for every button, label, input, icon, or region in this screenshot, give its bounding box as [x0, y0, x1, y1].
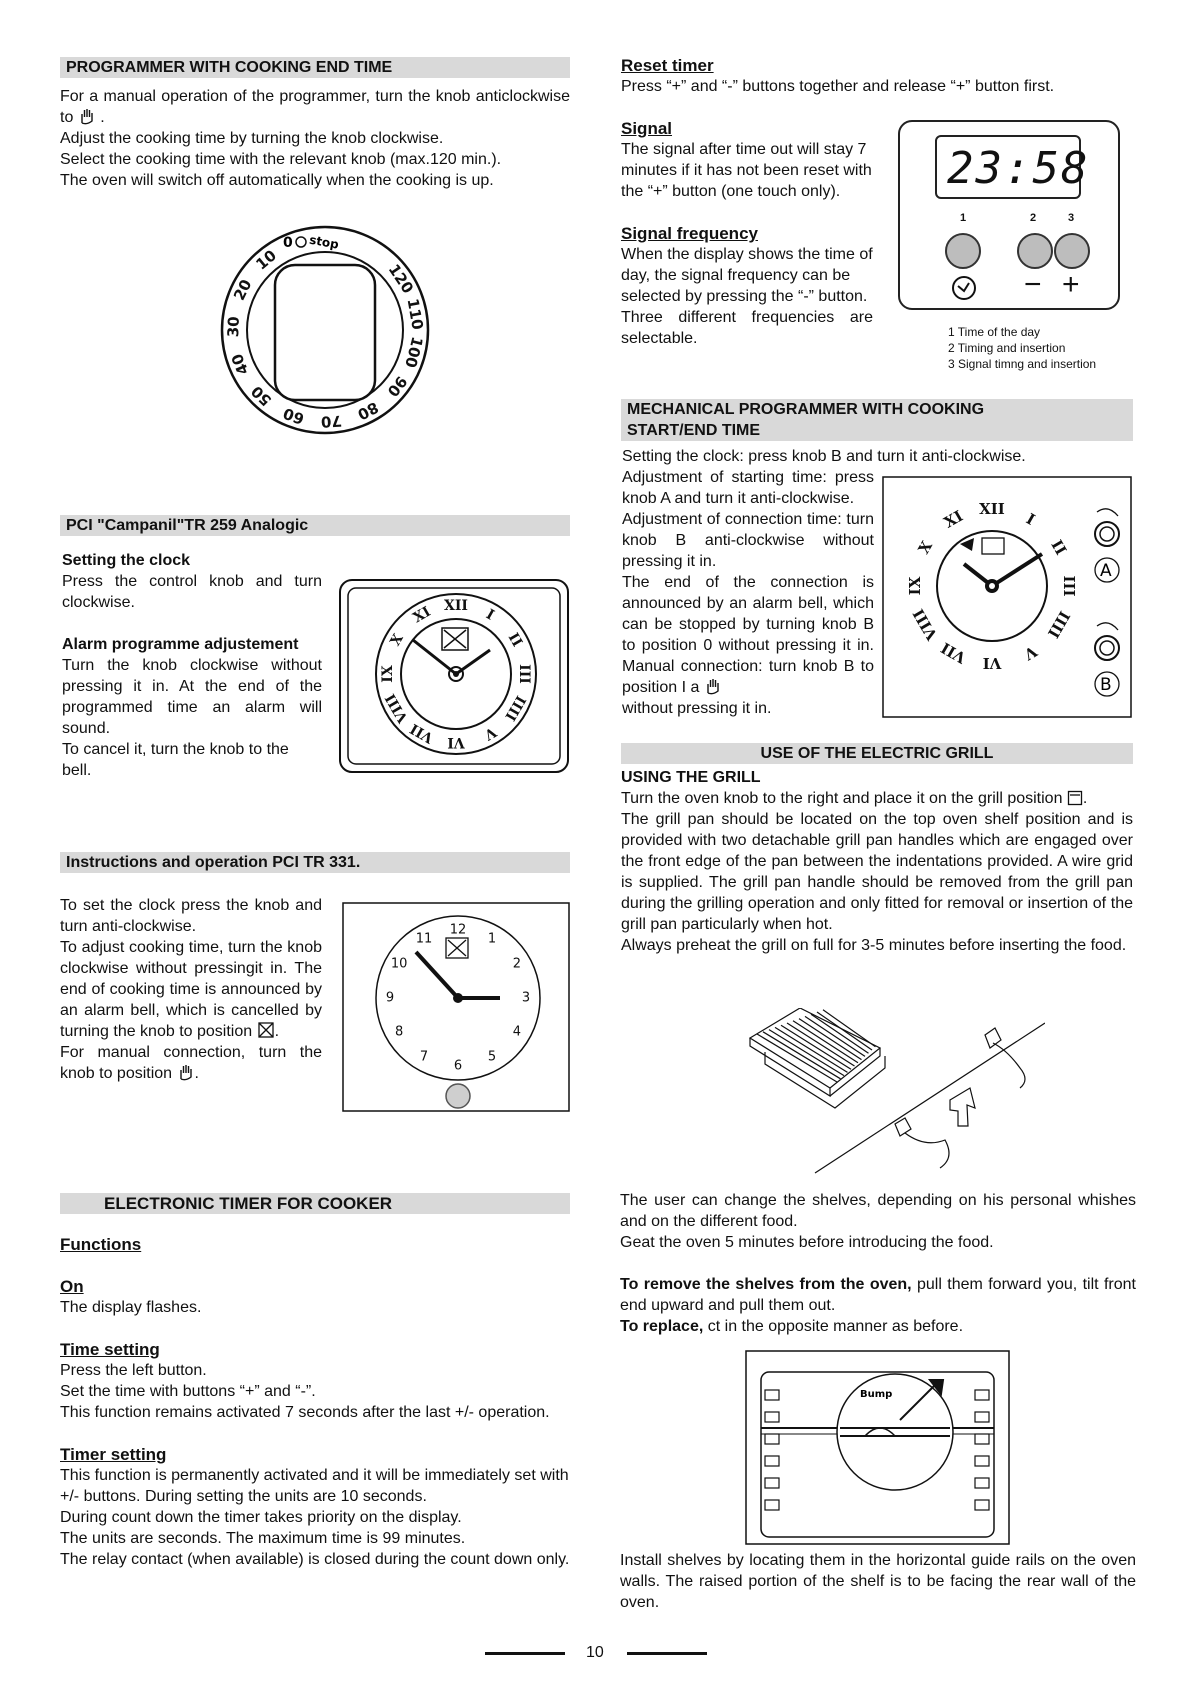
campanil-clock-figure: [338, 578, 570, 774]
clock-icon: [950, 274, 978, 302]
mechanical-p4: without pressing it in.: [622, 700, 772, 717]
campanil-numeral-10: X: [387, 631, 407, 649]
tr331-clock-figure: [342, 902, 570, 1112]
mech-numeral-9: IX: [906, 576, 924, 596]
shelves-p2: Geat the oven 5 minutes before introducing the food.: [620, 1234, 994, 1251]
mech-numeral-8: VIII: [909, 605, 942, 644]
time-setting-p1: Press the left button.: [60, 1362, 207, 1379]
mech-numeral-5: V: [1020, 641, 1041, 664]
mechanical-p2: Adjustment of connection time: turn knob B anti-clockwise without pressing it in.: [622, 511, 874, 570]
hand-icon: [704, 677, 722, 695]
hand-icon: [78, 107, 96, 125]
dial-tick-10: 110: [403, 297, 427, 332]
programmer-p4: The oven will switch off automatically when the cooking is up.: [60, 172, 494, 189]
tr331-number-6: 6: [453, 1058, 463, 1074]
dial-tick-9: 100: [401, 334, 427, 370]
setting-clock-heading: Setting the clock: [62, 552, 191, 569]
alarm-heading: Alarm programme adjustement: [62, 636, 299, 653]
programmer-text: For a manual operation of the programmer, turn the knob anticlockwise to . Adjust the cooking time by turning the knob clockwise. Select the cooking time with the relevant knob (max.120 min.). The oven will switch off automatically when the cooking is up.: [60, 88, 570, 189]
programmer-dial-figure: [205, 215, 445, 445]
tr331-number-8: 8: [394, 1024, 404, 1040]
mech-numeral-7: VII: [937, 638, 970, 667]
tr331-number-1: 1: [487, 931, 497, 947]
dial-tick-6: 70: [320, 411, 343, 431]
timer-display-value: 23:58: [947, 143, 1090, 194]
mech-numeral-0: XII: [979, 500, 1005, 518]
hand-icon: [177, 1063, 195, 1081]
timer-setting-heading: Timer setting: [60, 1445, 167, 1464]
signal-text: The signal after time out will stay 7 minutes if it has not been reset with the “+” button (one touch only).: [621, 141, 872, 200]
timer-setting-p1: This function is permanently activated and it will be immediately set with +/- buttons. During setting the units are 10 seconds.: [60, 1467, 569, 1505]
on-heading: On: [60, 1277, 84, 1296]
bump-label: Bump: [860, 1389, 893, 1400]
button-label-3: 3: [1068, 212, 1075, 224]
section-title-campanil: PCI "Campanil"TR 259 Analogic: [60, 515, 570, 536]
grill-p1: Turn the oven knob to the right and place it on the grill position: [621, 790, 1063, 807]
grill-pan-illustration: [745, 1008, 1045, 1178]
campanil-numeral-5: V: [481, 723, 499, 743]
timer-panel-figure: [898, 120, 1120, 310]
using-grill-heading: USING THE GRILL: [621, 769, 761, 786]
plus-button[interactable]: [1054, 233, 1090, 269]
dial-tick-11: 120: [384, 260, 418, 297]
footer-rule-right: [627, 1652, 707, 1655]
remove-shelves-text: pull them forward you, tilt front end upward and pull them out.: [620, 1276, 1136, 1314]
timer-setting-p3: The units are seconds. The maximum time is 99 minutes.: [60, 1530, 466, 1547]
dial-tick-5: 60: [280, 403, 307, 429]
tr331-p3: For manual connection, turn the knob to position: [60, 1044, 322, 1082]
reset-timer-heading: Reset timer: [621, 56, 714, 75]
tr331-number-2: 2: [512, 956, 522, 972]
button-label-2: 2: [1030, 212, 1037, 224]
minus-symbol: −: [1024, 268, 1042, 301]
section-title-electric-grill: USE OF THE ELECTRIC GRILL: [621, 743, 1133, 764]
alarm-text: Turn the knob clockwise without pressing it in. At the end of the programmed time an alarm will sound.: [62, 657, 322, 737]
on-text: The display flashes.: [60, 1299, 202, 1316]
signal-frequency-heading: Signal frequency: [621, 224, 758, 243]
plus-symbol: +: [1062, 268, 1080, 301]
mech-numeral-6: VI: [982, 654, 1002, 672]
grill-icon: [1067, 790, 1083, 806]
tr331-number-10: 10: [390, 956, 408, 972]
signal-heading: Signal: [621, 119, 673, 138]
replace-text: ct in the opposite manner as before.: [703, 1318, 964, 1335]
time-setting-p3: This function remains activated 7 seconds after the last +/- operation.: [60, 1404, 550, 1421]
dial-tick-1: 20: [230, 276, 256, 304]
mech-numeral-3: III: [1060, 575, 1078, 597]
section-title-pci-tr331: Instructions and operation PCI TR 331.: [60, 852, 570, 873]
alarm-cancel-text: To cancel it, turn the knob to the bell.: [62, 741, 289, 779]
tr331-p1: To set the clock press the knob and turn anti-clockwise.: [60, 897, 322, 935]
legend-2: 2 Timing and insertion: [948, 341, 1066, 355]
legend-1: 1 Time of the day: [948, 325, 1041, 339]
tr331-number-9: 9: [385, 990, 395, 1006]
dial-tick-0: 10: [252, 246, 280, 274]
oven-shelf-figure: [745, 1350, 1010, 1545]
mech-numeral-11: XI: [940, 506, 967, 532]
mechanical-p1: Adjustment of starting time: press knob A and turn it anti-clockwise.: [622, 469, 874, 507]
tr331-number-0: 12: [449, 922, 467, 938]
dial-tick-4: 50: [247, 382, 276, 410]
grill-p2: The grill pan should be located on the top oven shelf position and is provided with two detachable grill pan handles which are engaged over the front edge of the pan between the indentations provided. A wire grid is supplied. The grill pan handle should be removed from the grill pan during the grilling operation and only fitted for removal or insertion of the grill pan particularly when hot.: [621, 811, 1133, 933]
time-setting-heading: Time setting: [60, 1340, 160, 1359]
programmer-p2: Adjust the cooking time by turning the knob clockwise.: [60, 130, 444, 147]
functions-heading: Functions: [60, 1235, 142, 1254]
campanil-numeral-1: I: [483, 606, 497, 624]
knob-a-label: A: [1100, 561, 1112, 581]
reset-timer-text: Press “+” and “-” buttons together and release “+” button first.: [621, 78, 1055, 95]
programmer-p1: For a manual operation of the programmer, turn the knob anticlockwise to: [60, 88, 570, 126]
campanil-numeral-7: VII: [407, 719, 437, 746]
tr331-number-4: 4: [512, 1024, 522, 1040]
minus-button[interactable]: [1017, 233, 1053, 269]
mech-numeral-10: X: [914, 537, 937, 558]
dial-tick-2: 30: [224, 316, 243, 338]
page-number: 10: [586, 1644, 604, 1661]
replace-bold: To replace,: [620, 1318, 704, 1335]
campanil-numeral-9: IX: [380, 665, 396, 683]
shelves-p1: The user can change the shelves, depending on his personal whishes and on the different food.: [620, 1192, 1136, 1230]
dial-tick-8: 90: [383, 372, 411, 401]
tr331-number-3: 3: [521, 990, 531, 1006]
time-of-day-button[interactable]: [945, 233, 981, 269]
dial-zero: 0: [283, 235, 293, 251]
tr331-number-11: 11: [415, 931, 433, 947]
bell-cancel-icon: [257, 1021, 275, 1039]
campanil-numeral-6: VI: [447, 734, 465, 750]
button-label-1: 1: [960, 212, 967, 224]
section-title-mechanical-programmer: MECHANICAL PROGRAMMER WITH COOKING START/END TIME: [621, 399, 1133, 441]
mech-numeral-1: I: [1022, 509, 1039, 529]
mechanical-p3: The end of the connection is announced by an alarm bell, which can be stopped by turning knob B to position 0 without pressing it in. Manual connection: turn knob B to position I a: [622, 574, 874, 696]
timer-display: [935, 135, 1090, 199]
signal-frequency-p1: When the display shows the time of day, the signal frequency can be selected by pressing the “-” button.: [621, 246, 873, 305]
legend-3: 3 Signal timng and insertion: [948, 357, 1097, 371]
dial-stop: stop: [308, 232, 340, 252]
tr331-number-7: 7: [419, 1049, 429, 1065]
remove-shelves-bold: To remove the shelves from the oven,: [620, 1276, 912, 1293]
campanil-numeral-11: XI: [410, 603, 434, 627]
timer-setting-p2: During count down the timer takes priority on the display.: [60, 1509, 462, 1526]
signal-frequency-p2: Three different frequencies are selectable.: [621, 309, 873, 347]
campanil-numeral-8: VIII: [382, 690, 412, 726]
campanil-numeral-4: IIII: [501, 692, 529, 724]
footer-rule-left: [485, 1652, 565, 1655]
timer-setting-p4: The relay contact (when available) is closed during the count down only.: [60, 1551, 570, 1568]
dial-tick-3: 40: [227, 351, 253, 378]
setting-clock-text: Press the control knob and turn clockwise.: [62, 573, 322, 611]
section-title-electronic-timer: ELECTRONIC TIMER FOR COOKER: [60, 1193, 570, 1214]
tr331-number-5: 5: [487, 1049, 497, 1065]
tr331-p2: To adjust cooking time, turn the knob clockwise without pressingit in. The end of cooking time is announced by an alarm bell, which is cancelled by turning the knob to position: [60, 939, 322, 1040]
mech-numeral-2: II: [1047, 536, 1070, 559]
campanil-numeral-3: III: [516, 664, 532, 684]
install-shelves-text: Install shelves by locating them in the horizontal guide rails on the oven walls. The raised portion of the shelf is to be facing the rear wall of the oven.: [620, 1552, 1136, 1611]
programmer-p3: Select the cooking time with the relevant knob (max.120 min.).: [60, 151, 502, 168]
mech-numeral-4: IIII: [1043, 607, 1074, 642]
section-title-programmer: PROGRAMMER WITH COOKING END TIME: [60, 57, 570, 78]
time-setting-p2: Set the time with buttons “+” and “-”.: [60, 1383, 316, 1400]
campanil-numeral-2: II: [504, 630, 526, 650]
grill-p3: Always preheat the grill on full for 3-5 minutes before inserting the food.: [621, 937, 1127, 954]
mechanical-clock-figure: [882, 476, 1132, 718]
campanil-numeral-0: XII: [444, 598, 468, 614]
mechanical-p0: Setting the clock: press knob B and turn it anti-clockwise.: [622, 448, 1026, 465]
dial-tick-7: 80: [354, 397, 382, 424]
knob-b-label: B: [1100, 675, 1112, 695]
